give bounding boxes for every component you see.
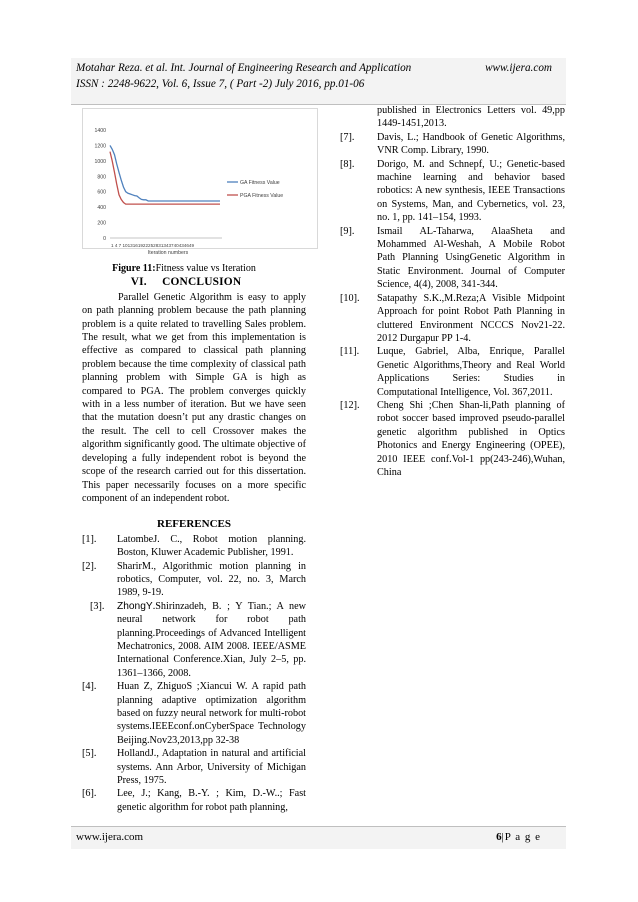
issn-line: ISSN : 2248-9622, Vol. 6, Issue 7, ( Part -2) July 2016, pp.01-06 [76, 78, 365, 90]
y-tick-label: 200 [97, 220, 106, 227]
reference-item [82, 560, 306, 600]
fitness-chart-svg [82, 108, 318, 258]
reference-item [82, 533, 306, 560]
page-label: |P a g e [501, 831, 541, 843]
reference-item [340, 399, 565, 479]
page-number [496, 831, 541, 843]
reference-text: Ismail AL-Taharwa, AlaaSheta and Mohammed Al-Weshah, A Mobile Robot Path Planning UsingGenetic Algorithm in Static Environment. Journal of Computer Science, 4(4), 2008, 341-344. [377, 225, 565, 291]
reference-number: [2]. [82, 560, 97, 572]
reference-text: Huan Z, ZhiguoS ;Xiancui W. A rapid path planning adaptive optimization algorithm based on fuzzy neural network for multi-robot systems.IEEEconf.onCyberSpace Technology Beijing.Nov23,2013,pp 32-38 [117, 681, 306, 746]
section-title: CONCLUSION [162, 276, 242, 289]
reference-number: [10]. [340, 292, 360, 304]
figure-label: Figure 11: [112, 263, 156, 274]
reference-item [340, 225, 565, 292]
y-tick-label: 400 [97, 205, 106, 212]
figure-caption-text: Fitness value vs Iteration [155, 263, 256, 274]
conclusion-paragraph: Parallel Genetic Algorithm is easy to apply on path planning problem because the path planning problem is a quite related to travelling Sales problem. The result, what we get from this implementation is effective as compared to classical path planning problem because the time complexity of classical path planning problem with Simple GA is high as compared to PGA. The problem converges quickly with in a less number of iteration. But we have seen that the mutation doesn’t put any drastic changes on the result. The cell to cell Crossover makes the algorithm significantly good. The ultimate objective of developing a fully independent robot is beyond the scope of the research carried out for this dissertation. This paper necessarily focuses on a more specific component of an independent robot. [82, 291, 306, 504]
y-tick-label: 600 [97, 189, 106, 196]
x-axis-label: Iteration numbers [147, 250, 189, 256]
reference-text: Satapathy S.K.,M.Reza;A Visible Midpoint Approach for point Robot Path Planning in cluttered Environment NCCCS Nov21-22. 2012 Durgapur PP 1-4. [377, 292, 565, 344]
page-header [71, 58, 566, 105]
section-heading [66, 276, 306, 289]
reference-item [82, 600, 306, 680]
reference-number: [8]. [340, 158, 355, 170]
reference-number: [11]. [340, 346, 360, 358]
y-tick-label: 1200 [94, 143, 106, 150]
legend-label: GA Fitness Value [240, 180, 280, 186]
chart-frame [83, 109, 318, 249]
reference-number: [3]. [90, 600, 105, 612]
reference-text: ZhongY.Shirinzadeh, B. ; Y Tian.; A new neural network for robot path planning.Proceedings of Advanced Intelligent Mechatronics, 2008. AIM 2008. IEEE/ASME International Conference.Xian, July 2–5, pp. 1361–1366, 2008. [117, 600, 306, 679]
reference-item [82, 747, 306, 787]
x-tick-labels: 1 4 7 1013161922252831343740434649 [111, 243, 195, 248]
figure-caption [62, 262, 306, 275]
page-number-value: 6 [496, 831, 502, 843]
references-right [340, 131, 565, 480]
y-tick-label: 1000 [94, 158, 106, 165]
reference-item [340, 292, 565, 346]
header-website: www.ijera.com [485, 62, 552, 74]
reference-number: [12]. [340, 399, 360, 411]
left-column [82, 102, 306, 814]
fitness-chart [82, 108, 284, 258]
reference-author-highlight: ZhongY [117, 600, 153, 612]
reference-text: Dorigo, M. and Schnepf, U.; Genetic-based machine learning and behavior based robotics: A new synthesis, IEEE Transactions on Systems, Man, and Cybernetics, vol. 23, no. 1, pp. 141–154, 1993. [377, 158, 565, 224]
reference-number: [1]. [82, 533, 97, 545]
reference-text: Cheng Shi ;Chen Shan-li,Path planning of robot soccer based improved pseudo-parallel genetic algorithm published in Optics Photonics and Energy Engineering (OPEE), 2010 IEEE conf.Vol-1 pp(243-246),Wuhan, China [377, 399, 565, 478]
right-column [340, 104, 565, 479]
references-left [82, 533, 306, 815]
reference-number: [7]. [340, 131, 355, 143]
reference-text: HollandJ., Adaptation in natural and artificial systems. Ann Arbor, University of Michigan Press, 1975. [117, 748, 306, 787]
reference-number: [5]. [82, 748, 97, 760]
reference-item [340, 345, 565, 399]
reference-text: Luque, Gabriel, Alba, Enrique, Parallel Genetic Algorithms,Theory and Real World Applications Series: Studies in Computational Intelligence, Vol. 367,2011. [377, 346, 565, 398]
reference-number: [4]. [82, 681, 97, 693]
references-heading: REFERENCES [157, 518, 231, 531]
reference-text: LatombeJ. C., Robot motion planning. Boston, Kluwer Academic Publisher, 1991. [117, 533, 306, 559]
reference-number: [9]. [340, 225, 355, 237]
reference-item [82, 787, 306, 814]
reference-item [82, 680, 306, 747]
reference-text: Lee, J.; Kang, B.-Y. ; Kim, D.-W..; Fast genetic algorithm for robot path planning, [117, 788, 306, 813]
reference-number: [6]. [82, 788, 97, 800]
y-tick-label: 800 [97, 174, 106, 181]
y-tick-label: 1400 [94, 128, 106, 134]
page-footer [71, 826, 566, 849]
reference-text: SharirM., Algorithmic motion planning in robotics, Computer, vol. 22, no. 3, March 1989, 9-19. [117, 560, 306, 599]
reference-6-continuation: published in Electronics Letters vol. 49,pp 1449-1451,2013. [377, 105, 565, 130]
section-number: VI. [130, 276, 147, 289]
footer-website: www.ijera.com [76, 831, 144, 843]
reference-item [340, 158, 565, 225]
reference-text: Davis, L.; Handbook of Genetic Algorithms, VNR Comp. Library, 1990. [377, 131, 565, 157]
y-tick-label: 0 [103, 236, 106, 242]
reference-item [340, 131, 565, 158]
legend-label: PGA Fitness Value [240, 193, 284, 199]
journal-line: Motahar Reza. et al. Int. Journal of Engineering Research and Application [76, 62, 412, 74]
